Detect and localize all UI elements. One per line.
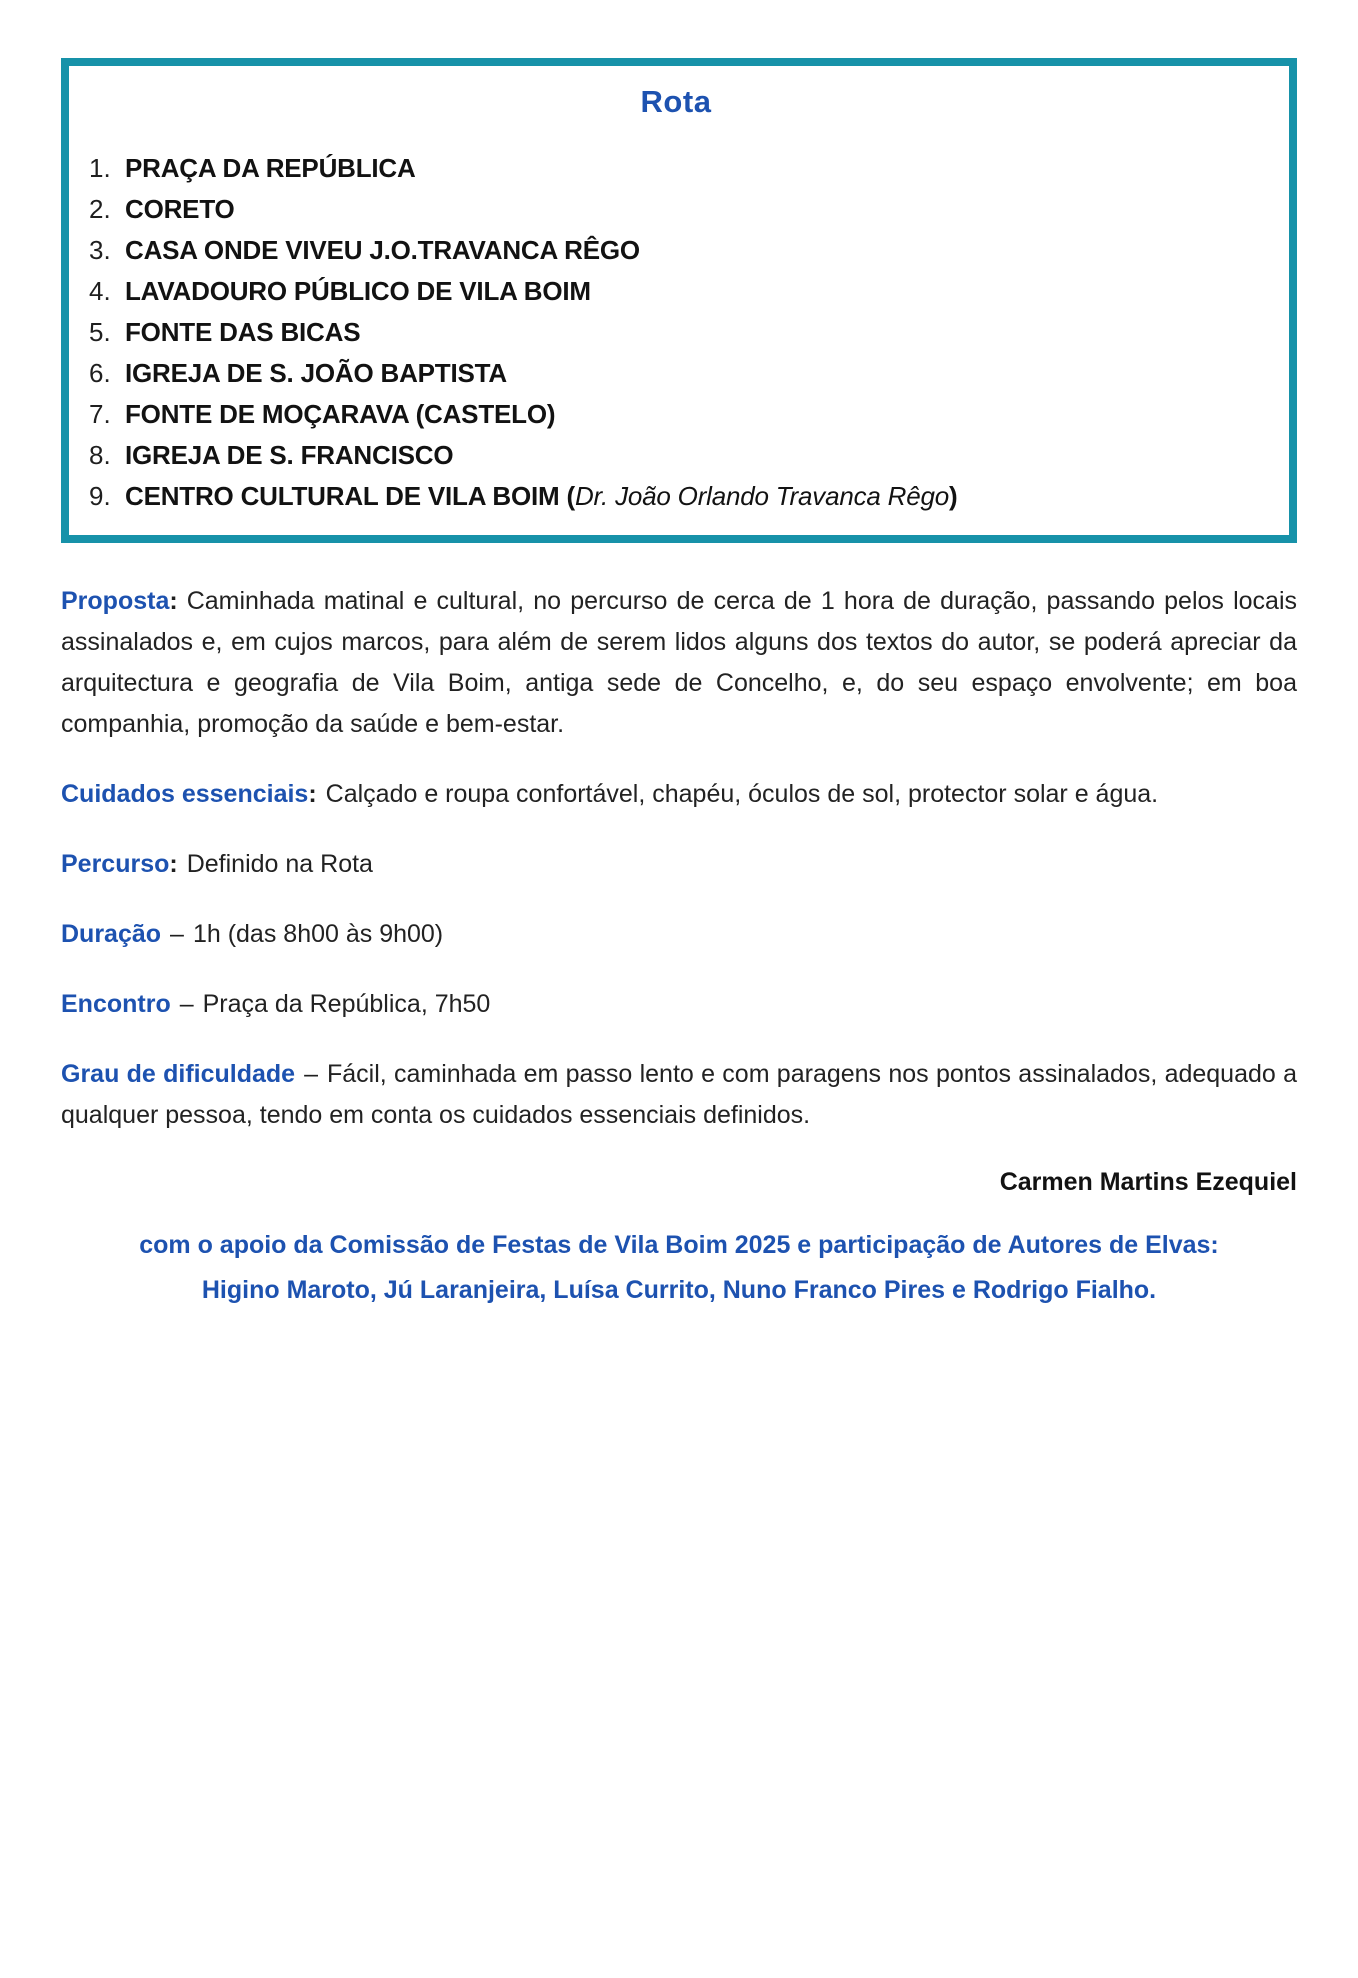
label-separator: :	[308, 780, 317, 808]
document-page	[0, 58, 1358, 1978]
item-text: CORETO	[125, 194, 235, 224]
section-body: Calçado e roupa confortável, chapéu, óculos de sol, protector solar e água.	[325, 780, 1159, 808]
list-item	[79, 230, 1273, 271]
item-text-italic: Dr. João Orlando Travanca Rêgo	[574, 481, 950, 511]
section-percurso	[61, 844, 1297, 885]
label-separator: –	[304, 1060, 318, 1088]
section-encontro	[61, 984, 1297, 1025]
section-label: Percurso	[61, 850, 170, 878]
item-text-bold-end: )	[949, 481, 958, 511]
section-label: Duração	[61, 920, 162, 948]
rota-title: Rota	[640, 84, 712, 119]
item-number: 6.	[89, 358, 111, 388]
section-grau	[61, 1054, 1297, 1136]
item-text: LAVADOURO PÚBLICO DE VILA BOIM	[125, 276, 591, 306]
list-item	[79, 394, 1273, 435]
section-label: Proposta	[61, 587, 170, 615]
section-body: Fácil, caminhada em passo lento e com paragens nos pontos assinalados, adequado a qualquer pessoa, tendo em conta os cuidados essenciais definidos.	[61, 1060, 1297, 1129]
section-proposta	[61, 581, 1297, 745]
item-text: PRAÇA DA REPÚBLICA	[125, 153, 416, 183]
item-number: 3.	[89, 235, 111, 265]
section-duracao	[61, 914, 1297, 955]
item-number: 9.	[89, 481, 111, 511]
section-body: Caminhada matinal e cultural, no percurso de cerca de 1 hora de duração, passando pelos locais assinalados e, em cujos marcos, para além de serem lidos alguns dos textos do autor, se poderá apreciar da arquitectura e geografia de Vila Boim, antiga sede de Concelho, e, do seu espaço envolvente; em boa companhia, promoção da saúde e bem-estar.	[61, 587, 1297, 738]
signature-author: Carmen Martins Ezequiel	[999, 1168, 1297, 1196]
item-number: 7.	[89, 399, 111, 429]
item-number: 1.	[89, 153, 111, 183]
footer-support-note	[61, 1223, 1297, 1313]
section-body: Definido na Rota	[186, 850, 373, 878]
item-text: FONTE DE MOÇARAVA (CASTELO)	[125, 399, 556, 429]
rota-box	[61, 58, 1297, 543]
list-item	[79, 435, 1273, 476]
footer-line-1: com o apoio da Comissão de Festas de Vila Boim 2025 e participação de Autores de Elvas:	[139, 1231, 1219, 1259]
section-label: Grau de dificuldade	[61, 1060, 296, 1088]
item-text-bold: CENTRO CULTURAL DE VILA BOIM (	[125, 481, 575, 511]
item-number: 2.	[89, 194, 111, 224]
footer-line-2: Higino Maroto, Jú Laranjeira, Luísa Currito, Nuno Franco Pires e Rodrigo Fialho.	[201, 1276, 1157, 1304]
item-text	[125, 476, 958, 517]
list-item	[79, 476, 1273, 517]
item-text: FONTE DAS BICAS	[125, 317, 361, 347]
list-item	[79, 148, 1273, 189]
list-item	[79, 312, 1273, 353]
list-item	[79, 189, 1273, 230]
section-cuidados	[61, 774, 1297, 815]
label-separator: :	[169, 850, 178, 878]
section-body: Praça da República, 7h50	[202, 990, 491, 1018]
label-separator: –	[179, 990, 194, 1018]
item-text: IGREJA DE S. JOÃO BAPTISTA	[125, 358, 507, 388]
list-item	[79, 353, 1273, 394]
item-number: 5.	[89, 317, 111, 347]
label-separator: –	[170, 920, 184, 948]
section-label: Encontro	[61, 990, 171, 1018]
section-label: Cuidados essenciais	[61, 780, 309, 808]
item-number: 4.	[89, 276, 111, 306]
rota-list	[79, 148, 1273, 517]
list-item	[79, 271, 1273, 312]
section-body: 1h (das 8h00 às 9h00)	[192, 920, 444, 948]
item-text: IGREJA DE S. FRANCISCO	[125, 440, 454, 470]
item-text: CASA ONDE VIVEU J.O.TRAVANCA RÊGO	[125, 235, 640, 265]
item-number: 8.	[89, 440, 111, 470]
label-separator: :	[169, 587, 178, 615]
